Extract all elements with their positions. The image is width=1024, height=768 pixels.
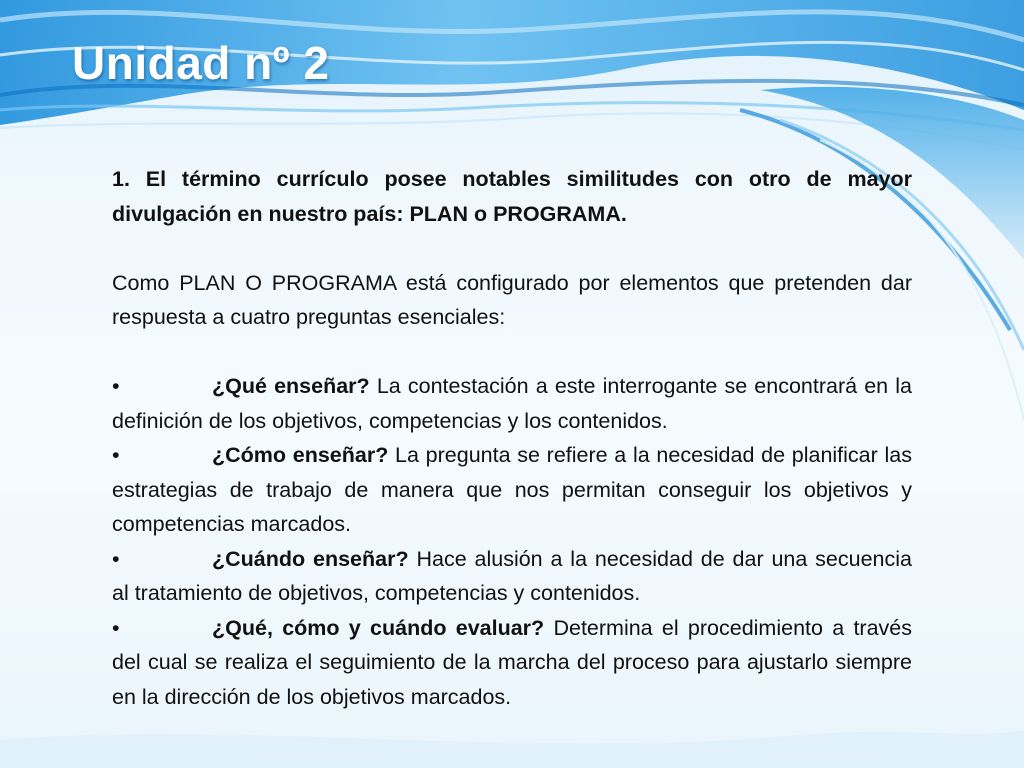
question-answer: Determina el procedimiento a través del cual se realiza el seguimiento de la marcha del proceso para ajustarlo siempre en la dirección de los objetivos marcados. [112,615,912,709]
spacer [112,335,912,370]
bullet: • [112,546,120,571]
question-item [112,438,912,542]
question-label: ¿Cuándo enseñar? [212,546,409,571]
bullet: • [112,615,120,640]
slide-body [112,162,912,714]
slide-title: Unidad nº 2 [72,37,330,89]
question-label: ¿Qué enseñar? [212,374,370,398]
bullet: • [112,374,120,398]
question-answer: La pregunta se refiere a la necesidad de planificar las estrategias de trabajo de manera que nos permitan conseguir los objetivos y competencias marcados. [112,443,912,536]
question-label: ¿Cómo enseñar? [212,443,389,467]
question-item [112,369,912,438]
question-answer: Hace alusión a la necesidad de dar una secuencia al tratamiento de objetivos, competencias y contenidos. [112,546,912,605]
spacer [112,231,912,266]
question-answer: La contestación a este interrogante se encontrará en la definición de los objetivos, competencias y los contenidos. [112,374,913,433]
intro-statement: 1. El término currículo posee notables similitudes con otro de mayor divulgación en nuestro país: PLAN o PROGRAMA. [112,167,912,226]
question-item [112,542,912,611]
bullet: • [112,443,120,467]
question-item [112,611,912,715]
intro-paragraph: Como PLAN O PROGRAMA está configurado por elementos que pretenden dar respuesta a cuatro preguntas esenciales: [112,270,912,329]
question-label: ¿Qué, cómo y cuándo evaluar? [212,615,545,640]
